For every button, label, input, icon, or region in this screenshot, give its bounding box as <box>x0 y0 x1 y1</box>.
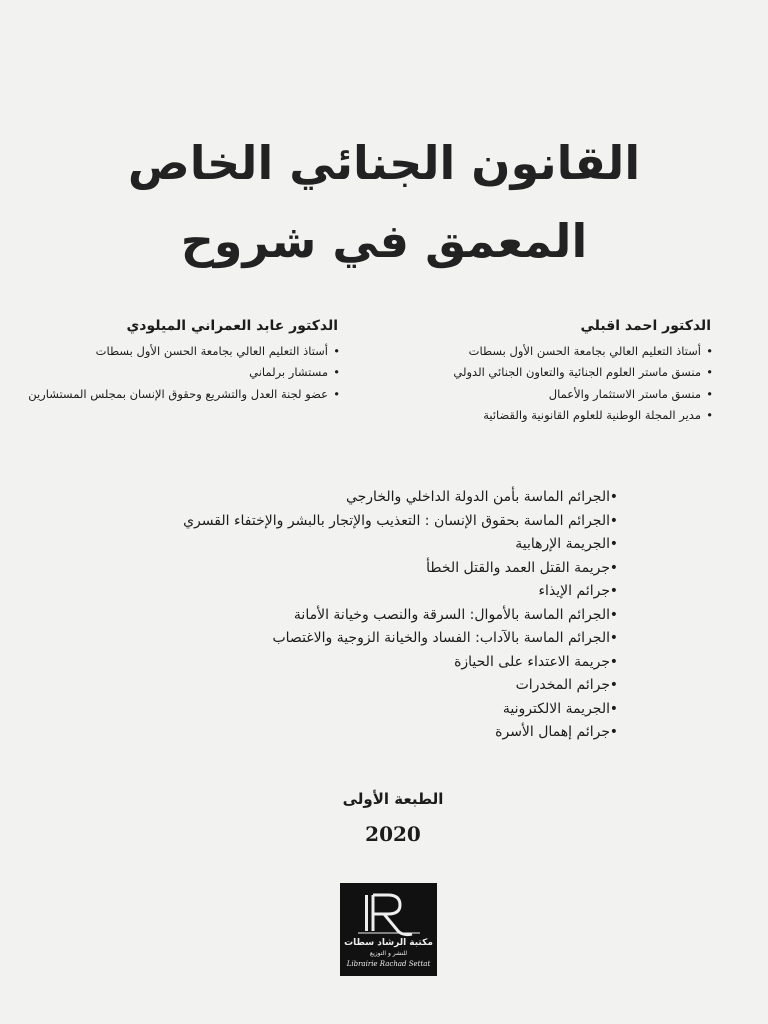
topic-item: • الجرائم الماسة بحقوق الإنسان : التعذيب والإتجار بالبشر والإختفاء القسري <box>128 510 618 534</box>
author-name: الدكتور عابد العمراني الميلودي <box>126 318 338 334</box>
topic-item: • الجرائم الماسة بأمن الدولة الداخلي والخارجي <box>128 486 618 510</box>
author-role: • مدير المجلة الوطنية للعلوم القانونية والقضائية <box>393 407 713 424</box>
author-block-2 <box>20 318 340 407</box>
topic-item: • الجرائم الماسة بالآداب: الفساد والخيانة الزوجية والاغتصاب <box>128 627 618 651</box>
publisher-logo <box>340 883 437 976</box>
publisher-subtitle: للنشر و التوزيع <box>369 950 408 957</box>
topic-item: • الجرائم الماسة بالأموال: السرقة والنصب وخيانة الأمانة <box>128 604 618 628</box>
topic-item: • جرائم إهمال الأسرة <box>128 721 618 745</box>
author-roles <box>393 343 713 424</box>
topic-item: • الجريمة الإرهابية <box>128 533 618 557</box>
publisher-name-latin: Librairie Rachad Settat <box>346 960 431 968</box>
topic-item: • الجريمة الالكترونية <box>128 698 618 722</box>
author-role: • منسق ماستر الاستثمار والأعمال <box>393 386 713 403</box>
author-name: الدكتور احمد اقبلي <box>580 318 711 334</box>
topic-item: • جريمة القتل العمد والقتل الخطأ <box>128 557 618 581</box>
book-title-line-1: القانون الجنائي الخاص <box>127 136 641 190</box>
publication-year: 2020 <box>365 822 421 846</box>
book-title-line-2: المعمق في شروح <box>180 214 588 268</box>
topics-list <box>128 486 618 745</box>
author-role: • أستاذ التعليم العالي بجامعة الحسن الأول بسطات <box>393 343 713 360</box>
publisher-monogram-icon <box>340 883 437 939</box>
topic-item: • جرائم الإيذاء <box>128 580 618 604</box>
topic-item: • جريمة الاعتداء على الحيازة <box>128 651 618 675</box>
author-role: • عضو لجنة العدل والتشريع وحقوق الإنسان بمجلس المستشارين <box>20 386 340 403</box>
publisher-name-ar: مكتبة الرشاد سطات <box>344 938 433 948</box>
topic-item: • جرائم المخدرات <box>128 674 618 698</box>
author-roles <box>20 343 340 403</box>
author-block-1 <box>393 318 713 428</box>
author-role: • أستاذ التعليم العالي بجامعة الحسن الأول بسطات <box>20 343 340 360</box>
author-role: • منسق ماستر العلوم الجنائية والتعاون الجنائي الدولي <box>393 364 713 381</box>
edition-label: الطبعة الأولى <box>342 790 444 808</box>
author-role: • مستشار برلماني <box>20 364 340 381</box>
